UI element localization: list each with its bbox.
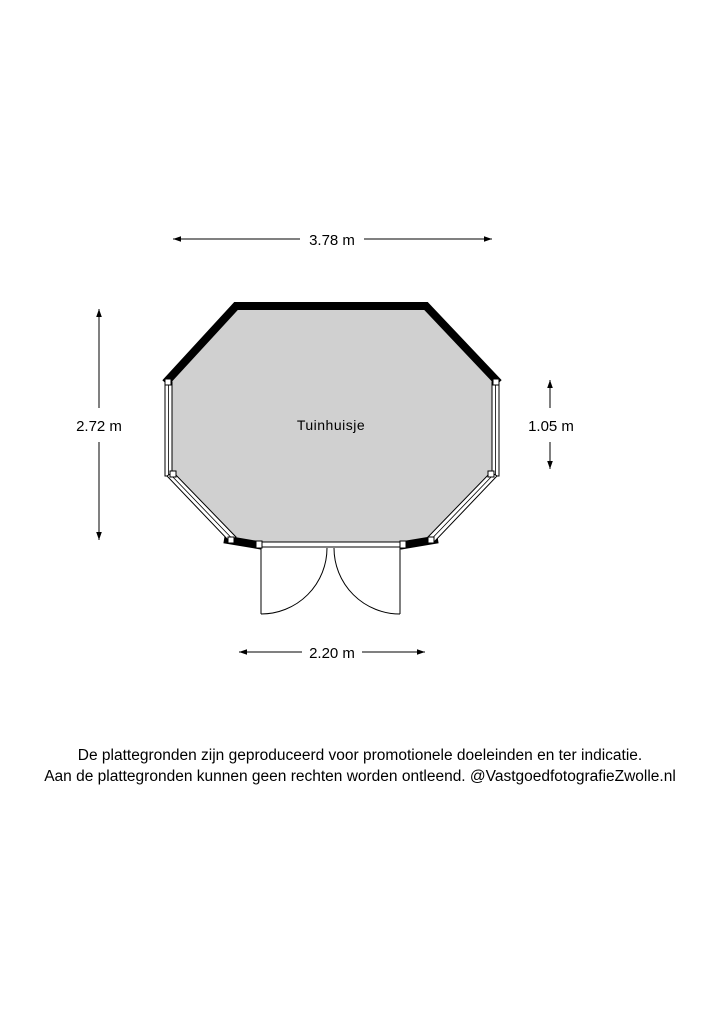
dimension-right-label: 1.05 m [528,418,574,435]
door-swing-left [261,548,327,614]
dimension-top [173,232,492,249]
dimension-bottom [239,645,425,662]
door-swing-right [334,548,400,614]
double-door [261,548,400,614]
disclaimer-line-1: De plattegronden zijn geproduceerd voor promotionele doeleinden en ter indicatie. [77,747,643,764]
disclaimer-line-2: Aan de plattegronden kunnen geen rechten worden ontleend. @VastgoedfotografieZwolle.nl [44,768,676,785]
door-frame-right [400,541,406,548]
dimension-left-label: 2.72 m [76,418,122,435]
dimension-left [76,309,122,540]
dimension-right [528,380,574,469]
dimension-top-label: 3.78 m [309,232,355,249]
dimension-bottom-label: 2.20 m [309,645,355,662]
room-label: Tuinhuisje [296,417,366,433]
door-frame [256,541,406,548]
door-frame-left [256,541,262,548]
